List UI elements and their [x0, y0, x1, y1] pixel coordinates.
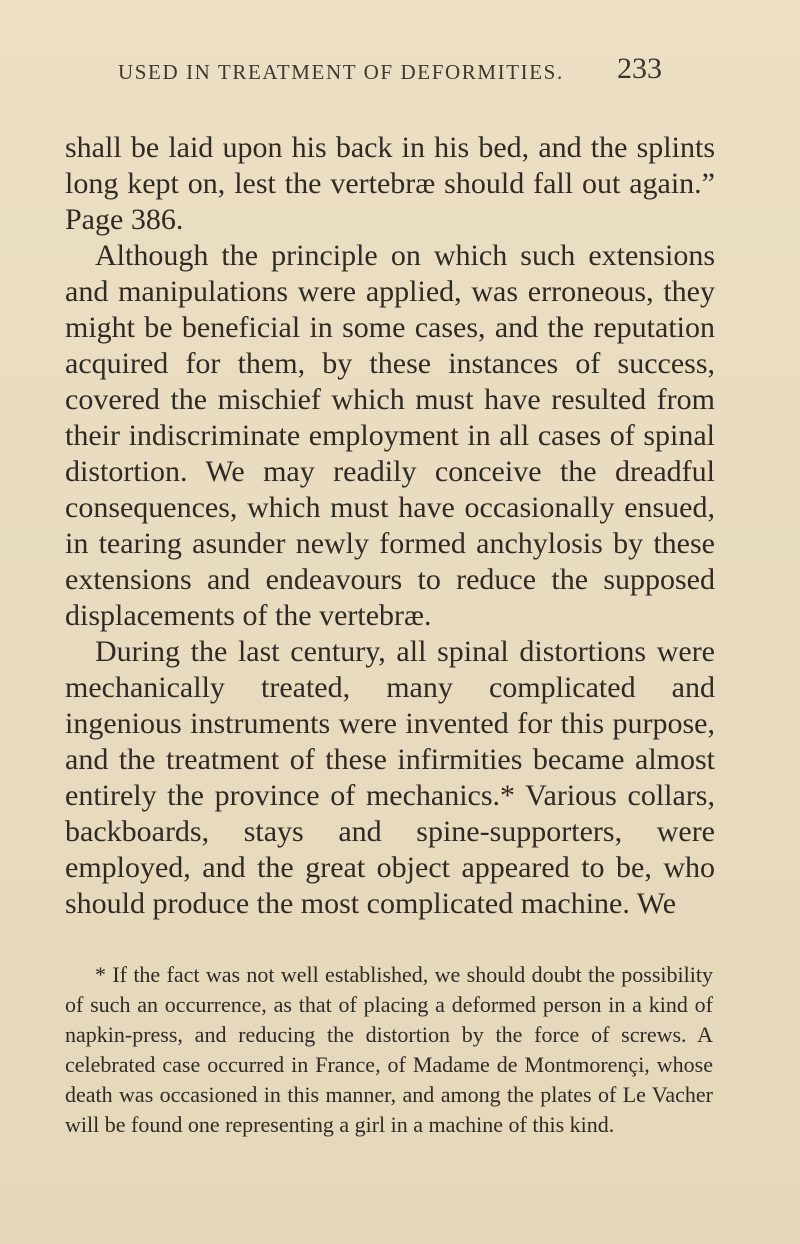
main-text	[65, 130, 715, 922]
footnote-text: * If the fact was not well established, we should doubt the possibility of such an occurrence, as that of placing a deformed person in a kind of napkin-press, and reducing the distortion by the force of screws. A celebrated case occurred in France, of Madame de Montmorençi, whose death was occasioned in this manner, and among the plates of Le Vacher will be found one representing a girl in a machine of this kind.	[65, 962, 713, 1137]
footnote	[65, 960, 713, 1140]
page-number: 233	[617, 52, 662, 85]
page-header	[0, 52, 800, 92]
paragraph-3: During the last century, all spinal distortions were mechanically treated, many complicated and ingenious instruments were invented for this purpose, and the treatment of these infirmities became almost entirely the province of mechanics.* Various collars, backboards, stays and spine-supporters, were employed, and the great object appeared to be, who should produce the most complicated machine. We	[65, 635, 715, 920]
running-head: USED IN TREATMENT OF DEFORMITIES.	[118, 60, 564, 84]
paragraph-2: Although the principle on which such extensions and manipulations were applied, was erroneous, they might be beneficial in some cases, and the reputation acquired for them, by these instances of success, covered the mischief which must have resulted from their indiscriminate employment in all cases of spinal distortion. We may readily conceive the dreadful consequences, which must have occasionally ensued, in tearing asunder newly formed anchylosis by these extensions and endeavours to reduce the supposed displacements of the vertebræ.	[65, 239, 715, 632]
paragraph-1: shall be laid upon his back in his bed, and the splints long kept on, lest the vertebræ should fall out again.” Page 386.	[65, 131, 715, 236]
